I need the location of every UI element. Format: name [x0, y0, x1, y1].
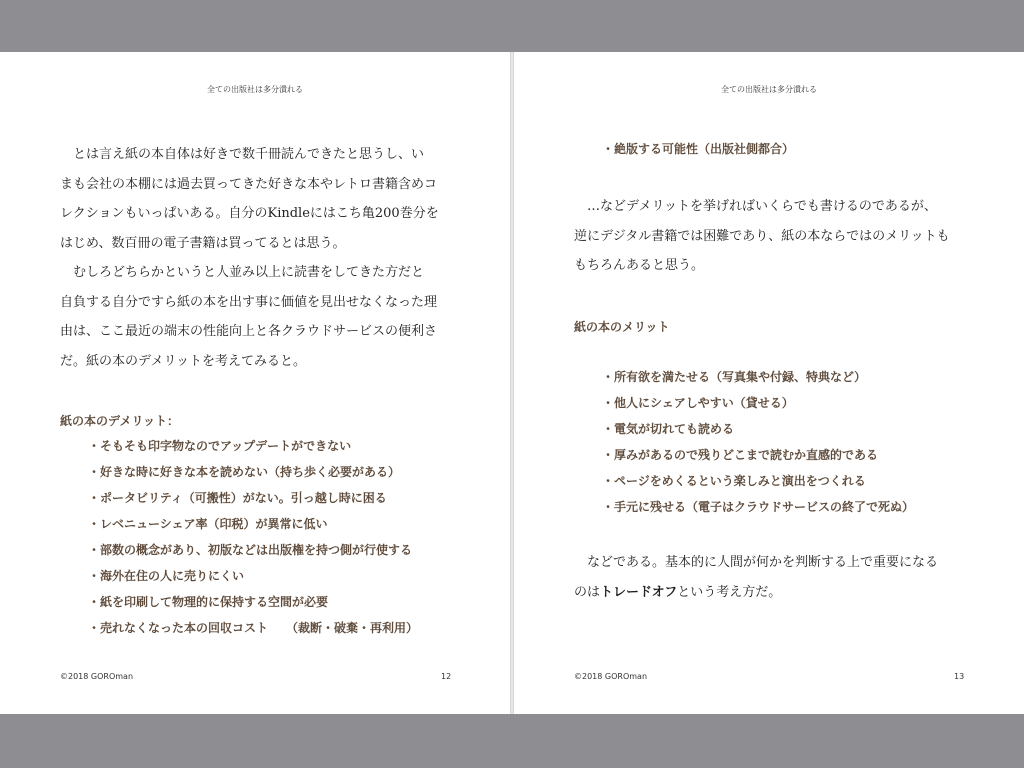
- closing-post: という考え方だ。: [677, 584, 782, 600]
- tradeoff-term: トレードオフ: [600, 584, 678, 600]
- list-item: ・手元に残せる（電子はクラウドサービスの終了で死ぬ）: [602, 500, 915, 514]
- copyright: ©2018 GOROman: [60, 672, 134, 681]
- right-page[interactable]: [514, 52, 1024, 714]
- body-text: [60, 140, 455, 376]
- body-text: [574, 192, 969, 281]
- list-item: ・好きな時に好きな本を読めない（持ち歩く必要がある）: [88, 465, 401, 479]
- list-item: ・絶版する可能性（出版社側都合）: [602, 142, 795, 156]
- list-item: ・他人にシェアしやすい（貸せる）: [602, 396, 794, 410]
- list-item: ・電気が切れても読める: [602, 422, 735, 436]
- demerit-list: [88, 433, 418, 641]
- list-item: ・海外在住の人に売りにくい: [88, 569, 245, 583]
- closing-text: [574, 548, 969, 607]
- list-item: ・紙を印刷して物理的に保持する空間が必要: [88, 595, 329, 609]
- closing-line: [574, 578, 969, 608]
- left-page[interactable]: [0, 52, 510, 714]
- list-item: ・ポータビリティ（可搬性）がない。引っ越し時に困る: [88, 491, 387, 505]
- list-item: ・所有欲を満たせる（写真集や付録、特典など）: [602, 370, 867, 384]
- list-item: ・そもそも印字物なのでアップデートができない: [88, 439, 352, 453]
- top-bullet-list: [602, 136, 794, 162]
- section-heading: 紙の本のメリット: [574, 320, 670, 334]
- merit-list: [602, 364, 914, 520]
- list-item: ・ページをめくるという楽しみと演出をつくれる: [602, 474, 866, 488]
- paragraph: とは言え紙の本自体は好きで数千冊読んできたと思うし、い まも会社の本棚には過去買ってきた好きな本やレトロ書籍含めコ レクションもいっぱいある。自分のKindleにはこち亀200巻分を はじめ、数百冊の電子書籍は買ってるとは思う。: [60, 147, 439, 251]
- book-spread: [0, 52, 1024, 714]
- running-head: 全ての出版社は多分潰れる: [207, 85, 303, 94]
- list-item: ・部数の概念があり、初版などは出版権を持つ側が行使する: [88, 543, 413, 557]
- page-number: 12: [441, 672, 452, 681]
- copyright: ©2018 GOROman: [574, 672, 648, 681]
- paragraph: むしろどちらかというと人並み以上に読書をしてきた方だと 自負する自分ですら紙の本を出す事に価値を見出せなくなった理 由は、ここ最近の端末の性能向上と各クラウドサービスの便利さ だ。紙の本のデメリットを考えてみると。: [60, 265, 438, 369]
- section-heading: 紙の本のデメリット：: [60, 414, 180, 428]
- list-item: ・レベニューシェア率（印税）が異常に低い: [88, 517, 328, 531]
- paragraph: …などデメリットを挙げればいくらでも書けるのであるが、 逆にデジタル書籍では困難であり、紙の本ならではのメリットも もちろんあると思う。: [574, 199, 950, 273]
- list-item: ・厚みがあるので残りどこまで読むか直感的である: [602, 448, 879, 462]
- closing-line: などである。基本的に人間が何かを判断する上で重要になる: [587, 555, 939, 570]
- running-head: 全ての出版社は多分潰れる: [721, 85, 817, 94]
- closing-pre: のは: [574, 584, 601, 600]
- page-number: 13: [954, 672, 965, 681]
- list-item: ・売れなくなった本の回収コスト （裁断・破棄・再利用）: [88, 621, 419, 635]
